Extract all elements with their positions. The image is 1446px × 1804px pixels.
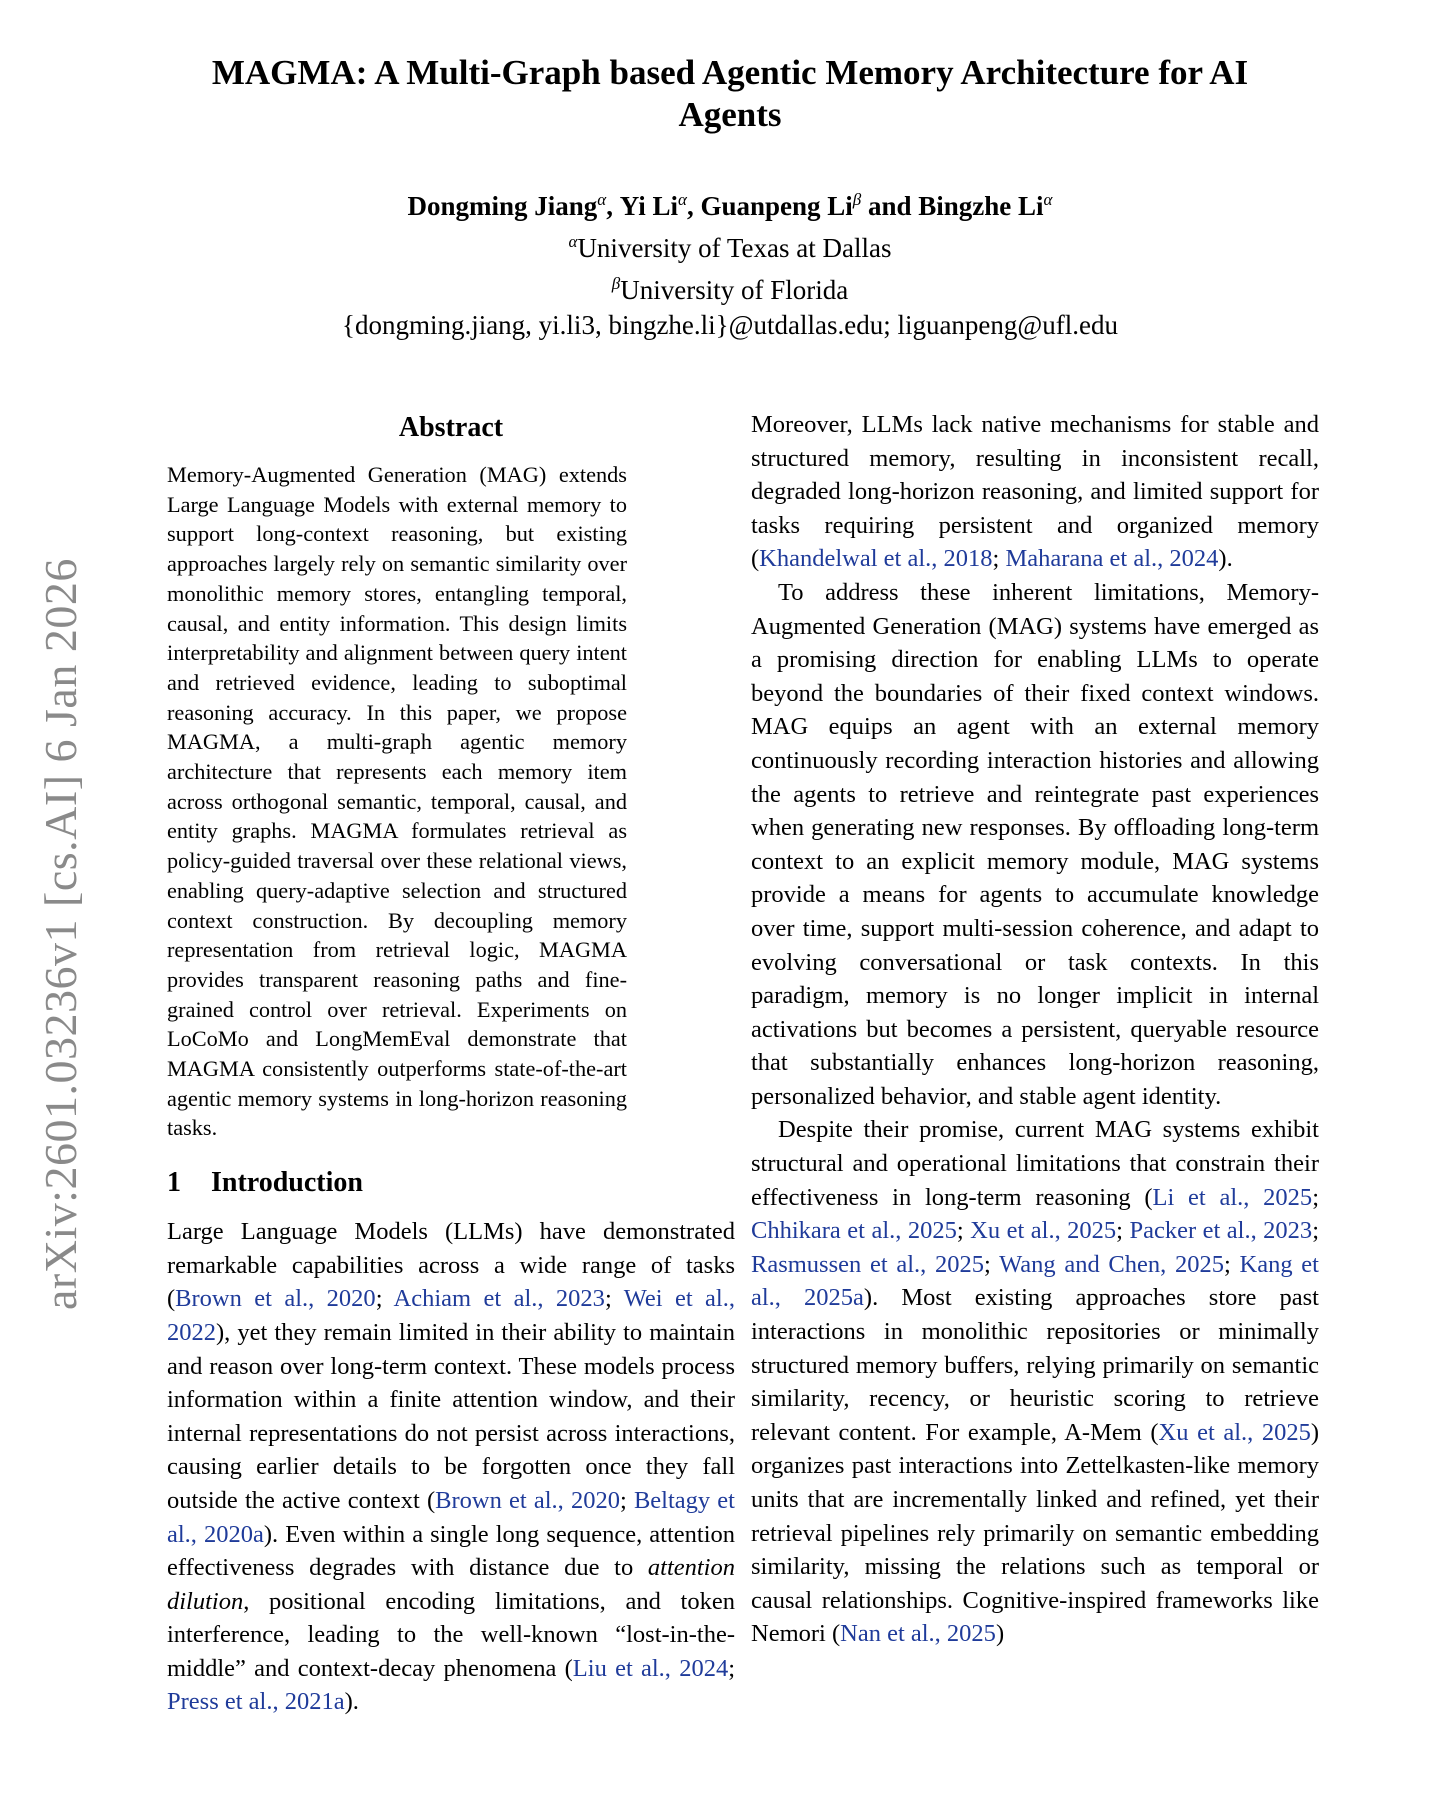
author-3: Guanpeng Li: [700, 191, 853, 221]
emphasized-term: attention dilution: [167, 1554, 735, 1615]
citation-separator: ;: [992, 545, 1006, 573]
citation-link[interactable]: Wei et al., 2022: [167, 1285, 735, 1346]
intro-paragraph-3: To address these inherent limitations, Memory-Augmented Generation (MAG) systems have emerged as a promising direction for enabling LLMs to operate beyond the boundaries of their fixed context windows. MAG equips an agent with an external memory continuously recording interaction histories and allowing the agents to retrieve and reintegrate past experiences when generating new responses. By offloading long-term context to an explicit memory module, MAG systems provide a means for agents to accumulate knowledge over time, support multi-session coherence, and adapt to evolving conversational or task contexts. In this paradigm, memory is no longer implicit in internal activations but becomes a persistent, queryable resource that substantially enhances long-horizon reasoning, personalized behavior, and stable agent identity.: [751, 578, 1319, 1110]
intro-paragraph-1: [167, 1215, 735, 1719]
citation-link[interactable]: Achiam et al., 2023: [393, 1285, 605, 1313]
section-number: 1: [167, 1167, 181, 1199]
citation-separator: ;: [619, 1486, 634, 1514]
citation-link[interactable]: Xu et al., 2025: [970, 1217, 1117, 1245]
citation-separator: ;: [375, 1285, 394, 1313]
intro-paragraph-4: [751, 1113, 1319, 1651]
citation-link[interactable]: Maharana et al., 2024: [1005, 545, 1219, 573]
body-text: , positional encoding limitations, and token interference, leading to the well-known “lost-in-the-middle” and context-decay phenomena (: [167, 1587, 735, 1682]
citation-link[interactable]: Packer et al., 2023: [1129, 1217, 1313, 1245]
citation-separator: ;: [728, 1654, 736, 1682]
body-text: ): [995, 1620, 1005, 1648]
author-1: Dongming Jiang: [407, 191, 598, 221]
author-separator: ,: [686, 191, 701, 221]
section-heading-introduction: [167, 1165, 735, 1201]
body-text: ).: [344, 1688, 359, 1716]
citation-separator: ;: [956, 1217, 971, 1245]
citation-link[interactable]: Press et al., 2021a: [167, 1688, 345, 1716]
citation-separator: ;: [604, 1285, 624, 1313]
title-line-2: Agents: [678, 95, 782, 134]
arxiv-identifier: arXiv:2601.03236v1 [cs.AI] 6 Jan 2026: [35, 558, 86, 1310]
author-separator: ,: [606, 191, 620, 221]
author-emails: {dongming.jiang, yi.li3, bingzhe.li}@utdallas.edu; liguanpeng@ufl.edu: [341, 310, 1119, 340]
affiliation-2-mark: β: [611, 274, 621, 293]
citation-separator: ;: [1312, 1183, 1319, 1211]
citation-link[interactable]: Xu et al., 2025: [1158, 1418, 1311, 1446]
citation-separator: ;: [1116, 1217, 1130, 1245]
body-text: Despite their promise, current MAG systems exhibit structural and operational limitations that constrain their effectiveness in long-term reasoning (: [751, 1116, 1319, 1211]
title-line-1: MAGMA: A Multi-Graph based Agentic Memory Architecture for AI: [211, 53, 1249, 92]
author-names: [160, 182, 1300, 224]
section-title: Introduction: [211, 1167, 363, 1199]
right-column: [751, 408, 1319, 1651]
author-2-affil-mark: α: [678, 190, 687, 209]
author-3-affil-mark: β: [852, 190, 862, 209]
affiliation-1-mark: α: [568, 232, 578, 251]
author-4: Bingzhe Li: [918, 191, 1044, 221]
intro-paragraph-2: [751, 408, 1319, 576]
author-separator: and: [861, 191, 919, 221]
citation-link[interactable]: Li et al., 2025: [1152, 1183, 1313, 1211]
affiliation-1-name: University of Texas at Dallas: [577, 233, 892, 263]
affiliation-2-name: University of Florida: [620, 275, 849, 305]
author-4-affil-mark: α: [1043, 190, 1053, 209]
citation-link[interactable]: Beltagy et al., 2020a: [167, 1486, 735, 1548]
author-1-affil-mark: α: [597, 190, 607, 209]
citation-separator: ;: [1224, 1250, 1240, 1278]
citation-link[interactable]: Nan et al., 2025: [840, 1620, 996, 1648]
left-column: [167, 410, 735, 1719]
abstract-heading: Abstract: [398, 412, 504, 443]
citation-link[interactable]: Brown et al., 2020: [435, 1486, 620, 1514]
body-text: Large Language Models (LLMs) have demonstrated remarkable capabilities across a wide range of tasks (: [167, 1218, 735, 1313]
body-text: ), yet they remain limited in their ability to maintain and reason over long-term context. These models process information within a finite attention window, and their internal representations do not persist across interactions, causing earlier details to be forgotten once they fall outside the active context (: [167, 1318, 735, 1514]
citation-link[interactable]: Wang and Chen, 2025: [999, 1250, 1224, 1278]
citation-link[interactable]: Rasmussen et al., 2025: [751, 1250, 985, 1278]
author-block: [160, 182, 1300, 343]
abstract-text: Memory-Augmented Generation (MAG) extends Large Language Models with external memory to support long-context reasoning, but existing approaches largely rely on semantic similarity over monolithic memory stores, entangling temporal, causal, and entity information. This design limits interpretability and alignment between query intent and retrieved evidence, leading to suboptimal reasoning accuracy. In this paper, we propose MAGMA, a multi-graph agentic memory architecture that represents each memory item across orthogonal semantic, temporal, causal, and entity graphs. MAGMA formulates retrieval as policy-guided traversal over these relational views, enabling query-adaptive selection and structured context construction. By decoupling memory representation from retrieval logic, MAGMA provides transparent reasoning paths and fine-grained control over retrieval. Experiments on LoCoMo and LongMemEval demonstrate that MAGMA consistently outperforms state-of-the-art agentic memory systems in long-horizon reasoning tasks.: [167, 462, 627, 1141]
citation-separator: ;: [984, 1250, 1000, 1278]
affiliation-1: [160, 224, 1300, 266]
body-text: ). Even within a single long sequence, attention effectiveness degrades with distance due to: [167, 1520, 735, 1582]
author-2: Yi Li: [619, 191, 678, 221]
body-text: Moreover, LLMs lack native mechanisms for stable and structured memory, resulting in inconsistent recall, degraded long-horizon reasoning, and limited support for tasks requiring persistent and organized memory (: [751, 411, 1319, 573]
citation-link[interactable]: Brown et al., 2020: [175, 1285, 376, 1313]
citation-separator: ;: [1312, 1217, 1319, 1245]
citation-link[interactable]: Khandelwal et al., 2018: [759, 545, 993, 573]
citation-link[interactable]: Chhikara et al., 2025: [751, 1217, 957, 1245]
paper-title: [160, 52, 1300, 136]
body-text: ). Most existing approaches store past interactions in monolithic repositories or minimally structured memory buffers, relying primarily on semantic similarity, recency, or heuristic scoring to retrieve relevant content. For example, A-Mem (: [751, 1284, 1319, 1446]
citation-link[interactable]: Liu et al., 2024: [572, 1654, 729, 1682]
body-text: ).: [1218, 545, 1233, 573]
citation-link[interactable]: Kang et al., 2025a: [751, 1250, 1319, 1312]
body-text: ) organizes past interactions into Zettelkasten-like memory units that are incrementally linked and refined, yet their retrieval pipelines rely primarily on semantic embedding similarity, missing the relations such as temporal or causal relationships. Cognitive-inspired frameworks like Nemori (: [751, 1418, 1320, 1648]
affiliation-2: [160, 266, 1300, 308]
